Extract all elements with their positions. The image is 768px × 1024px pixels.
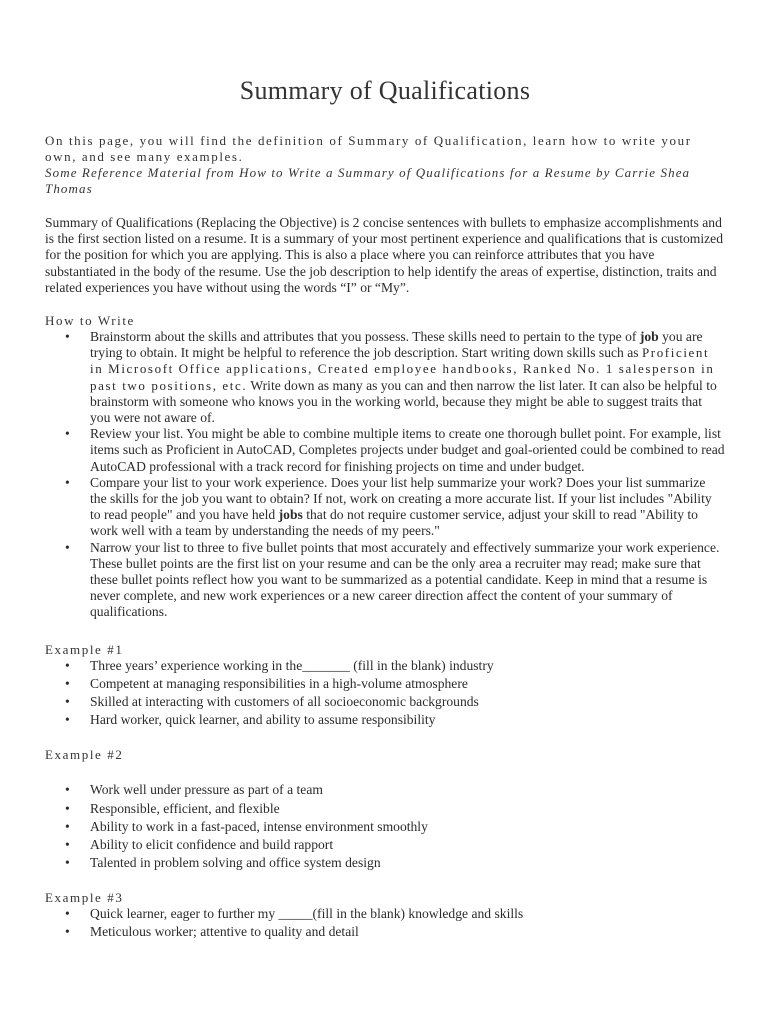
list-item: • Three years’ experience working in the_______ (fill in the blank) industry	[90, 658, 725, 674]
list-item: • Narrow your list to three to five bullet points that most accurately and effectively summarize your work experience. These bullet points are the first list on your resume and can be the only area a recruiter may read; make sure that these bullet points reflect how you want to be summarized as a potential candidate. Keep in mind that a resume is never complete, and new work experiences or a new career direction affect the content of your summary of qualifications.	[90, 540, 725, 621]
example-2-list	[45, 782, 725, 871]
list-item: • Skilled at interacting with customers of all socioeconomic backgrounds	[90, 694, 725, 710]
how-to-write-heading: How to Write	[45, 313, 135, 329]
example-1-list	[45, 658, 725, 729]
example-3-heading: Example #3	[45, 889, 124, 905]
list-item: • Compare your list to your work experience. Does your list help summarize your work? Does your list summarize the skills for the job you want to obtain? If not, work on creating a more accurate list. If your list includes "Ability to read people" and you have held jobs that do not require customer service, adjust your skill to read "Ability to work well with a team by understanding the needs of my peers."	[90, 475, 725, 540]
reference-note: Some Reference Material from How to Write a Summary of Qualifications for a Resume by Carrie Shea Thomas	[45, 165, 691, 196]
list-item: • Quick learner, eager to further my _____(fill in the blank) knowledge and skills	[90, 906, 725, 922]
list-item: • Ability to elicit confidence and build rapport	[90, 837, 725, 853]
list-item: • Brainstorm about the skills and attributes that you possess. These skills need to pertain to the type of job you are trying to obtain. It might be helpful to reference the job description. Start writing down skills such as Proficient in Microsoft Office applications, Created employee handbooks, Ranked No. 1 salesperson in past two positions, etc. Write down as many as you can and then narrow the list later. It can also be helpful to brainstorm with someone who knows you in the working world, because they might be able to suggest traits that you were not aware of.	[90, 329, 725, 426]
list-item: • Competent at managing responsibilities in a high-volume atmosphere	[90, 676, 725, 692]
page-title: Summary of Qualifications	[239, 76, 531, 105]
list-item: • Ability to work in a fast-paced, intense environment smoothly	[90, 819, 725, 835]
example-3-list	[45, 906, 725, 940]
definition-paragraph: Summary of Qualifications (Replacing the Objective) is 2 concise sentences with bullets to emphasize accomplishments and is the first section listed on a resume. It is a summary of your most pertinent experience and qualifications that is customized for the position for which you are applying. This is also a place where you can reinforce attributes that you have substantiated in the body of the resume. Use the job description to help identify the areas of expertise, distinction, traits and related experiences you have without using the words “I” or “My”.	[45, 215, 724, 295]
list-item: • Hard worker, quick learner, and ability to assume responsibility	[90, 712, 725, 728]
example-1-heading: Example #1	[45, 641, 124, 657]
list-item: • Work well under pressure as part of a team	[90, 782, 725, 798]
example-2-heading: Example #2	[45, 747, 124, 763]
list-item: • Responsible, efficient, and flexible	[90, 801, 725, 817]
list-item: • Talented in problem solving and office system design	[90, 855, 725, 871]
intro-text: On this page, you will find the definition of Summary of Qualification, learn how to write your own, and see many examples.	[45, 133, 692, 164]
list-item: • Review your list. You might be able to combine multiple items to create one thorough bullet point. For example, list items such as Proficient in AutoCAD, Completes projects under budget and goal-oriented could be combined to read AutoCAD professional with a track record for finishing projects on time and under budget.	[90, 426, 725, 475]
how-to-write-list	[45, 329, 725, 621]
list-item: • Meticulous worker; attentive to quality and detail	[90, 924, 725, 940]
document-page	[45, 76, 725, 942]
